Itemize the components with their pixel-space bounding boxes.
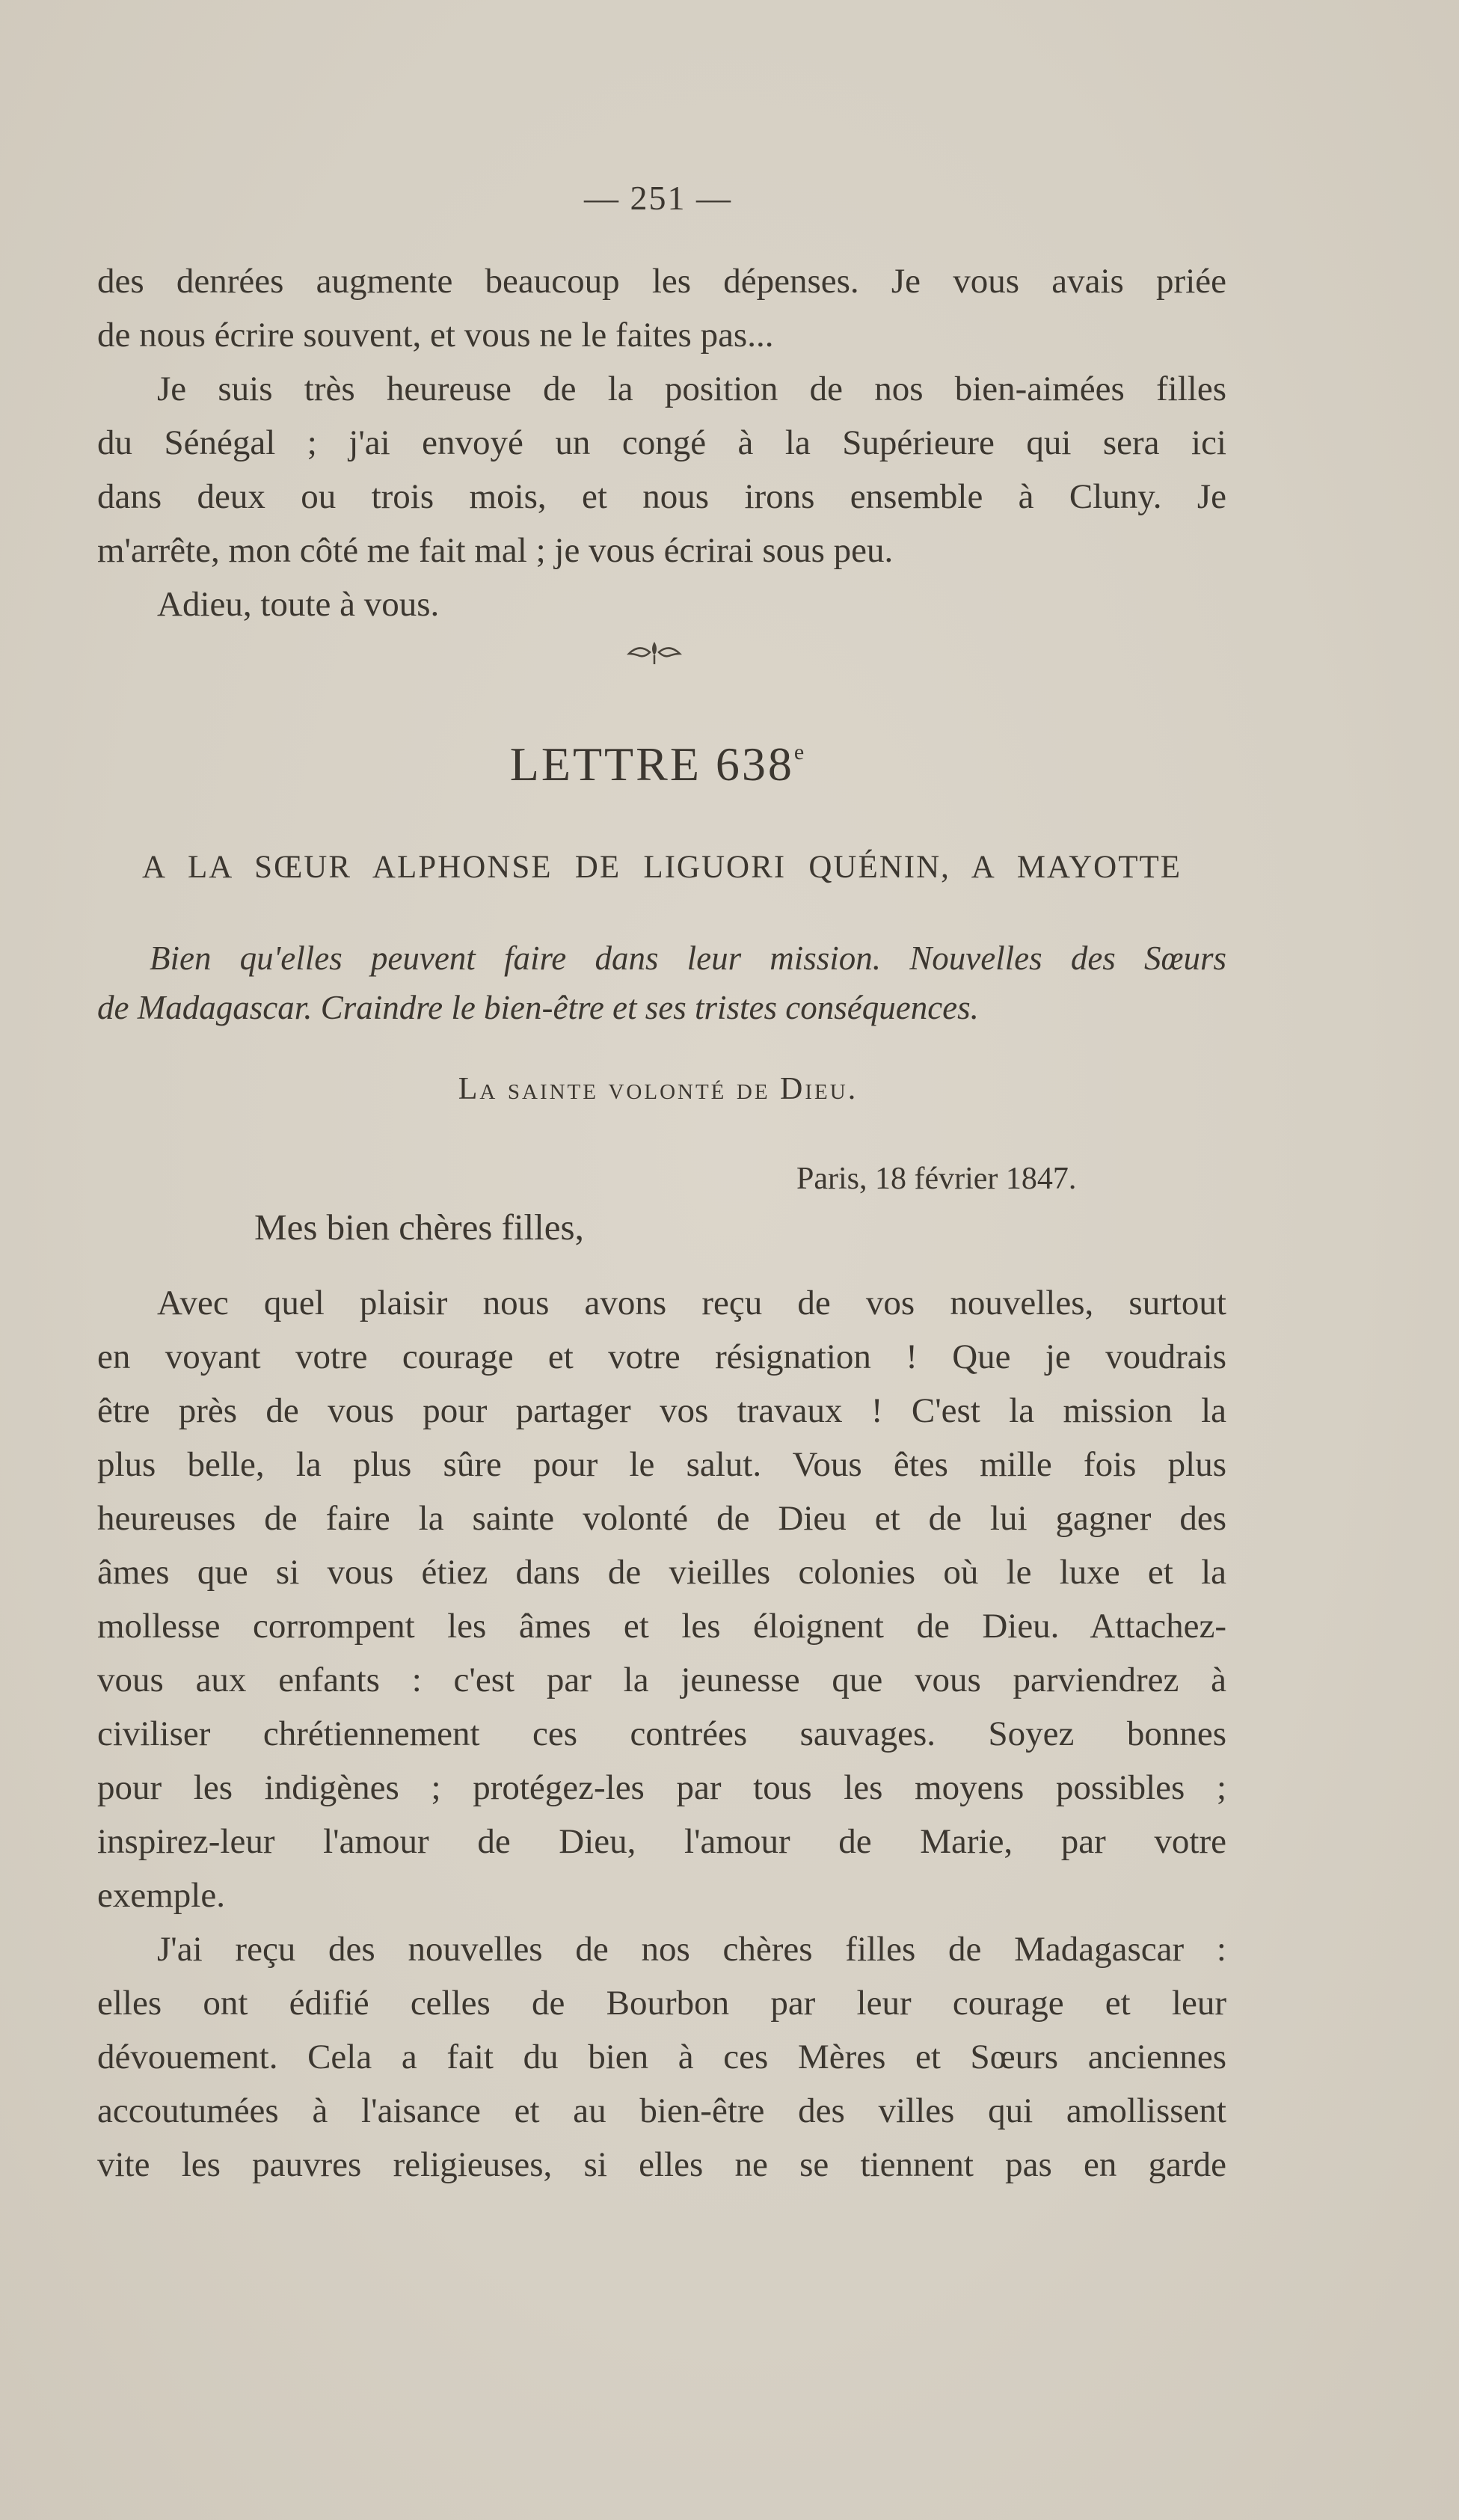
text-line: mollesse corrompent les âmes et les éloignent de Dieu. Attachez-	[97, 1607, 1226, 1646]
text-line: du Sénégal ; j'ai envoyé un congé à la Supérieure qui sera ici	[97, 423, 1226, 462]
letter-title-text: LETTRE 638	[509, 738, 794, 791]
letter-summary-line: de Madagascar. Craindre le bien-être et ses tristes conséquences.	[97, 989, 979, 1026]
text-line: exemple.	[97, 1876, 225, 1915]
letter-title	[0, 737, 1316, 792]
text-line: civiliser chrétiennement ces contrées sauvages. Soyez bonnes	[97, 1714, 1226, 1753]
text-line: âmes que si vous étiez dans de vieilles colonies où le luxe et la	[97, 1553, 1226, 1592]
text-line: dans deux ou trois mois, et nous irons ensemble à Cluny. Je	[97, 477, 1226, 516]
text-line: heureuses de faire la sainte volonté de Dieu et de lui gagner des	[97, 1499, 1226, 1538]
text-line: être près de vous pour partager vos travaux ! C'est la mission la	[97, 1391, 1226, 1430]
text-line: vite les pauvres religieuses, si elles ne se tiennent pas en garde	[97, 2145, 1226, 2184]
letter-motto: La sainte volonté de Dieu.	[458, 1072, 858, 1106]
text-line: en voyant votre courage et votre résignation ! Que je voudrais	[97, 1337, 1226, 1376]
text-line: m'arrête, mon côté me fait mal ; je vous écrirai sous peu.	[97, 531, 894, 570]
letter-title-suffix: e	[793, 740, 807, 764]
text-line: pour les indigènes ; protégez-les par tous les moyens possibles ;	[97, 1768, 1226, 1807]
letter-summary-line: Bien qu'elles peuvent faire dans leur mission. Nouvelles des Sœurs	[150, 939, 1226, 977]
text-line: elles ont édifié celles de Bourbon par leur courage et leur	[97, 1984, 1226, 2023]
text-line: dévouement. Cela a fait du bien à ces Mères et Sœurs anciennes	[97, 2038, 1226, 2076]
text-line: Je suis très heureuse de la position de nos bien-aimées filles	[157, 370, 1226, 408]
text-line: plus belle, la plus sûre pour le salut. Vous êtes mille fois plus	[97, 1445, 1226, 1484]
text-line: inspirez-leur l'amour de Dieu, l'amour de Marie, par votre	[97, 1822, 1226, 1861]
text-line: J'ai reçu des nouvelles de nos chères filles de Madagascar :	[157, 1930, 1226, 1969]
fleuron-ornament-icon	[624, 637, 684, 667]
text-line: vous aux enfants : c'est par la jeunesse que vous parviendrez à	[97, 1661, 1226, 1699]
text-line: Avec quel plaisir nous avons reçu de vos nouvelles, surtout	[157, 1284, 1226, 1322]
letter-date: Paris, 18 février 1847.	[796, 1162, 1077, 1196]
page-number: — 251 —	[584, 179, 732, 217]
text-line: Adieu, toute à vous.	[157, 585, 440, 624]
text-line: des denrées augmente beaucoup les dépenses. Je vous avais priée	[97, 262, 1226, 301]
text-line: accoutumées à l'aisance et au bien-être des villes qui amollissent	[97, 2091, 1226, 2130]
letter-recipient: A LA SŒUR ALPHONSE DE LIGUORI QUÉNIN, A MAYOTTE	[142, 850, 1182, 885]
letter-salutation: Mes bien chères filles,	[254, 1207, 584, 1248]
text-line: de nous écrire souvent, et vous ne le faites pas...	[97, 316, 774, 355]
